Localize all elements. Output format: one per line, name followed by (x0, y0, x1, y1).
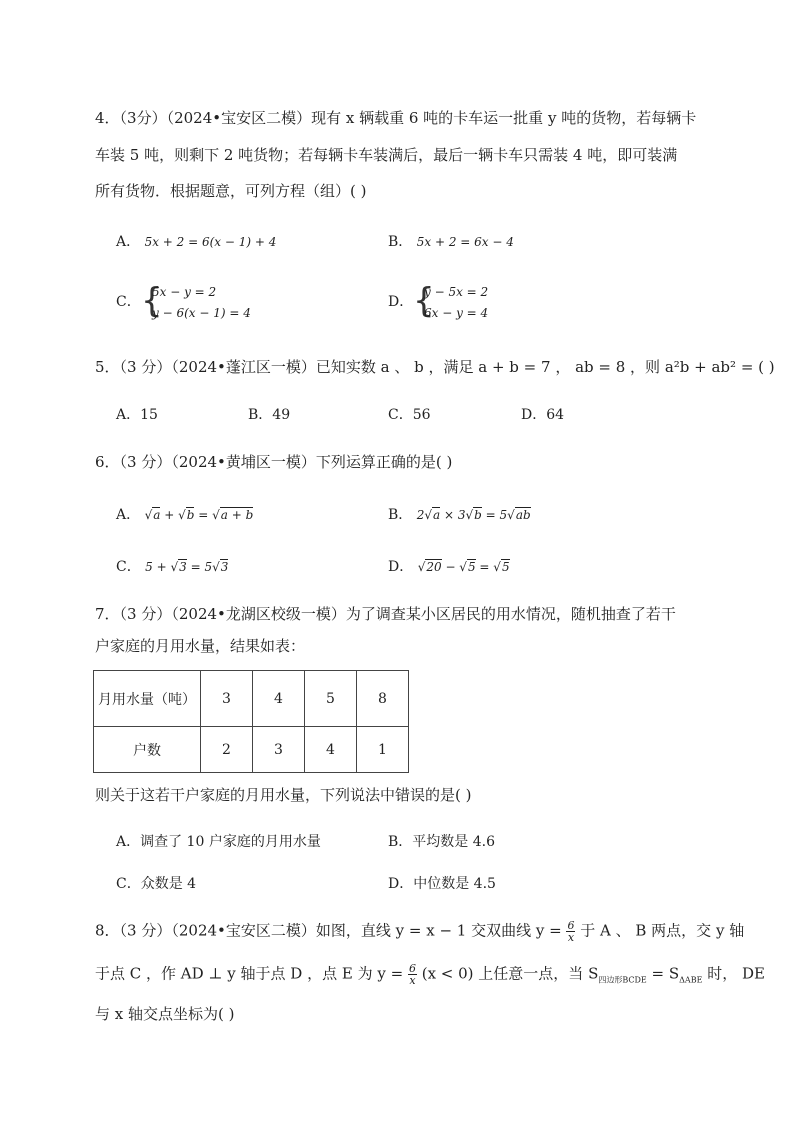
q8-line2-part2: (x < 0) 上任意一点，当 S (421, 964, 599, 983)
table-row (94, 727, 409, 773)
q8-fraction-6-over-x (408, 963, 417, 986)
brace-icon: { (141, 281, 163, 321)
fraction-numerator: 6 (408, 962, 416, 975)
q4-stem-line3: 所有货物．根据题意，可列方程（组）( ) (95, 182, 367, 200)
q5-option-b: B．49 (248, 407, 291, 423)
q8-line1-part1: 8．（3 分）（2024•宝安区二模）如图，直线 y = x − 1 交双曲线 y = (95, 921, 562, 940)
table-row (94, 671, 409, 727)
fraction-denominator: x (409, 974, 416, 987)
q8-fraction-6-over-x (566, 920, 575, 943)
q4-option-b-equation: 5x + 2 = 6x − 4 (416, 235, 514, 249)
table-cell: 4 (305, 727, 357, 773)
q6-option-d-expr: √20 − √5 = √5 (417, 560, 510, 574)
q4-option-d-eq1: y − 5x = 2 (424, 285, 489, 299)
q5-option-a: A．15 (116, 407, 158, 423)
q6-option-b (388, 505, 531, 525)
q8-line2-part3: = S (646, 964, 680, 983)
q4-option-a-equation: 5x + 2 = 6(x − 1) + 4 (144, 235, 277, 249)
fraction-numerator: 6 (567, 919, 575, 932)
q6-option-c-expr: 5 + √3 = 5√3 (145, 560, 229, 574)
q4-option-a-label: A． (116, 234, 141, 250)
q8-stem-line3: 与 x 轴交点坐标为( ) (95, 1005, 235, 1023)
q7-option-b: B．平均数是 4.6 (388, 834, 496, 850)
table-cell: 8 (357, 671, 409, 727)
q7-option-d: D．中位数是 4.5 (388, 876, 496, 892)
q7-stem-line3: 则关于这若干户家庭的月用水量，下列说法中错误的是( ) (95, 786, 472, 804)
q6-option-a (116, 505, 253, 525)
q5-stem-line1: 5．（3 分）（2024•蓬江区一模）已知实数 a 、 b ，满足 a + b = 7 ， ab = 8 ，则 a²b + ab² = ( ) (95, 358, 775, 376)
q7-option-c: C．众数是 4 (116, 876, 197, 892)
q8-subscript-triangle: ΔABE (679, 975, 703, 985)
q4-stem-line2: 车装 5 吨，则剩下 2 吨货物；若每辆卡车装满后，最后一辆卡车只需装 4 吨，即可装满 (95, 146, 678, 164)
q8-subscript-quadrilateral: 四边形BCDE (598, 975, 647, 985)
table-cell: 3 (201, 671, 253, 727)
table-cell: 4 (253, 671, 305, 727)
q6-option-c (116, 557, 228, 577)
q4-option-d-label: D． (388, 294, 414, 310)
q4-stem-line1: 4．（3分）（2024•宝安区二模）现有 x 辆载重 6 吨的卡车运一批重 y 吨的货物，若每辆卡 (95, 109, 697, 127)
q6-option-b-label: B． (388, 507, 413, 523)
table-cell: 3 (253, 727, 305, 773)
fraction-denominator: x (567, 931, 575, 944)
q4-option-c-eq2: y − 6(x − 1) = 4 (152, 306, 251, 320)
q4-option-c-label: C． (116, 294, 141, 310)
q6-option-b-expr: 2√a × 3√b = 5√ab (416, 508, 531, 522)
table-cell: 1 (357, 727, 409, 773)
q8-line1-part2: 于 A 、 B 两点，交 y 轴 (580, 921, 745, 940)
q6-option-d-label: D． (388, 559, 414, 575)
q6-option-d (388, 557, 510, 577)
q6-option-c-label: C． (116, 559, 141, 575)
table-cell: 5 (305, 671, 357, 727)
brace-icon: { (413, 281, 435, 321)
table-cell: 2 (201, 727, 253, 773)
q4-option-d-eq2: 6x − y = 4 (424, 306, 489, 320)
q8-line2-part1: 于点 C ，作 AD ⊥ y 轴于点 D ，点 E 为 y = (95, 964, 404, 983)
q4-option-b (388, 232, 514, 252)
table-header-cell: 户数 (94, 727, 201, 773)
q6-option-a-expr: √a + √b = √a + b (144, 508, 254, 522)
q8-stem-line1 (95, 920, 744, 943)
table-header-cell: 月用水量（吨） (94, 671, 201, 727)
q5-option-c: C．56 (388, 407, 431, 423)
q8-stem-line2 (95, 963, 765, 991)
q7-option-a: A．调查了 10 户家庭的月用水量 (116, 834, 321, 850)
q7-stem-line2: 户家庭的月用水量，结果如表： (95, 637, 306, 655)
q8-line2-part4: 时， DE (702, 964, 765, 983)
q4-option-a (116, 232, 276, 252)
q7-stem-line1: 7．（3 分）（2024•龙湖区校级一模）为了调查某小区居民的用水情况，随机抽查了若干 (95, 605, 676, 623)
q4-option-b-label: B． (388, 234, 413, 250)
q6-stem-line1: 6．（3 分）（2024•黄埔区一模）下列运算正确的是( ) (95, 453, 453, 471)
water-usage-table (93, 670, 409, 773)
q4-option-c-eq1: 5x − y = 2 (152, 285, 217, 299)
q5-option-d: D．64 (521, 407, 565, 423)
q6-option-a-label: A． (116, 507, 141, 523)
